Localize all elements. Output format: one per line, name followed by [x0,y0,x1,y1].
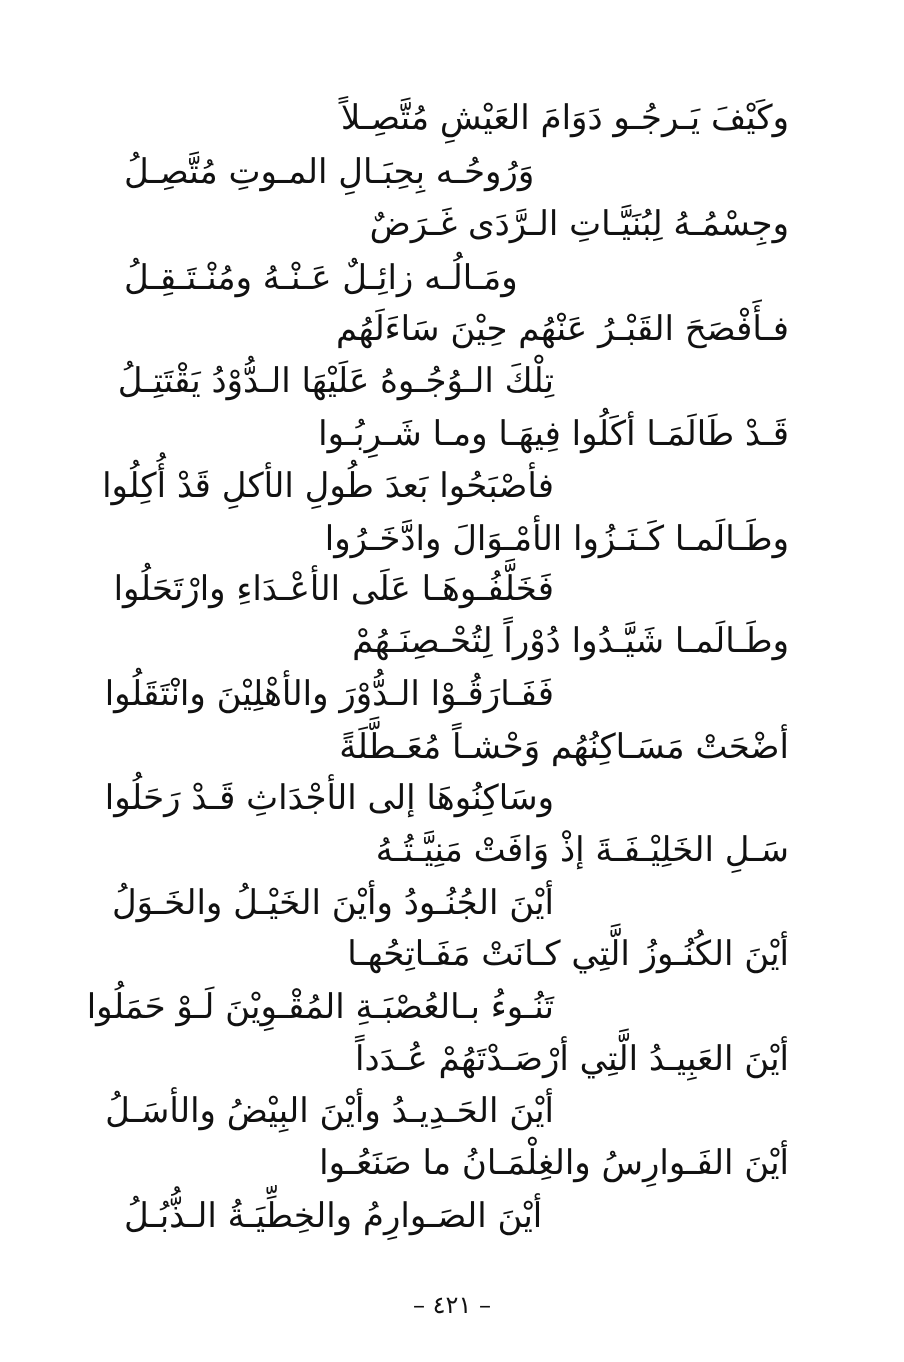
poem-line-19: أيْنَ العَبِيـدُ الَّتِي أرْصَـدْتَهُمْ عُـدَداً [355,1039,789,1079]
poem-line-3: وجِسْمُـهُ لِبُنَيَّـاتِ الـرَّدَى غَـرَضٌ [369,204,789,244]
poem-line-9: وطَـالَمـا كَـنَـزُوا الأمْـوَالَ وادَّخَـرُوا [324,519,789,559]
poem-line-8: فأصْبَحُوا بَعدَ طُولِ الأكلِ قَدْ أُكِلُوا [102,466,554,506]
poem-line-11: وطَـالَمـا شَيَّـدُوا دُوْراً لِتُحْـصِنَـهُمْ [352,621,789,661]
poem-line-2: وَرُوحُـه بِحِبَـالِ المـوتِ مُتَّصِـلُ [124,152,535,192]
poem-line-14: وسَاكِنُوهَا إلى الأجْدَاثِ قَـدْ رَحَلُوا [104,778,554,818]
poem-line-16: أيْنَ الجُنُـودُ وأيْنَ الخَيْـلُ والخَـوَلُ [111,883,554,923]
poem-line-17: أيْنَ الكُنُـوزُ الَّتِي كـانَتْ مَفَـاتِحُهـا [347,934,789,974]
poem-line-21: أيْنَ الفَـوارِسُ والغِلْمَـانُ ما صَنَعُـوا [319,1143,789,1183]
poem-line-12: فَفَـارَقُـوْا الـدُّوْرَ والأهْلِيْنَ وانْتَقَلُوا [104,674,554,714]
poem-line-18: تَنُـوءُ بـالعُصْبَـةِ المُقْـوِيْنَ لَـوْ حَمَلُوا [86,987,554,1027]
poem-line-7: قَـدْ طَالَمَـا أكَلُوا فِيهَـا ومـا شَـرِبُـوا [318,414,789,454]
poem-line-13: أضْحَتْ مَسَـاكِنُهُم وَحْشـاً مُعَـطَّلَةً [339,727,789,767]
poem-line-22: أيْنَ الصَـوارِمُ والخِطِّيَـةُ الـذُّبُـلُ [124,1196,543,1236]
poem-line-1: وكَيْفَ يَـرجُـو دَوَامَ العَيْشِ مُتَّصِـلاً [340,98,789,138]
poem-line-5: فـأَفْصَحَ القَبْـرُ عَنْهُم حِيْنَ سَاءَلَهُم [336,309,789,349]
poem-line-10: فَخَلَّفُـوهَـا عَلَى الأعْـدَاءِ وارْتَحَلُوا [113,569,554,609]
poem-line-15: سَـلِ الخَلِيْـفَـةَ إذْ وَافَتْ مَنِيَّـتُـهُ [375,830,789,870]
page-number: – ٤٢١ – [413,1291,491,1319]
poem-line-6: تِلْكَ الـوُجُـوهُ عَلَيْهَا الـدُّوْدُ يَقْتَتِـلُ [117,361,554,401]
poem-line-20: أيْنَ الحَـدِيـدُ وأيْنَ البِيْضُ والأسَـلُ [105,1091,554,1131]
poem-line-4: ومَـالُـه زائِـلٌ عَـنْـهُ ومُنْـتَـقِـلُ [124,258,518,298]
